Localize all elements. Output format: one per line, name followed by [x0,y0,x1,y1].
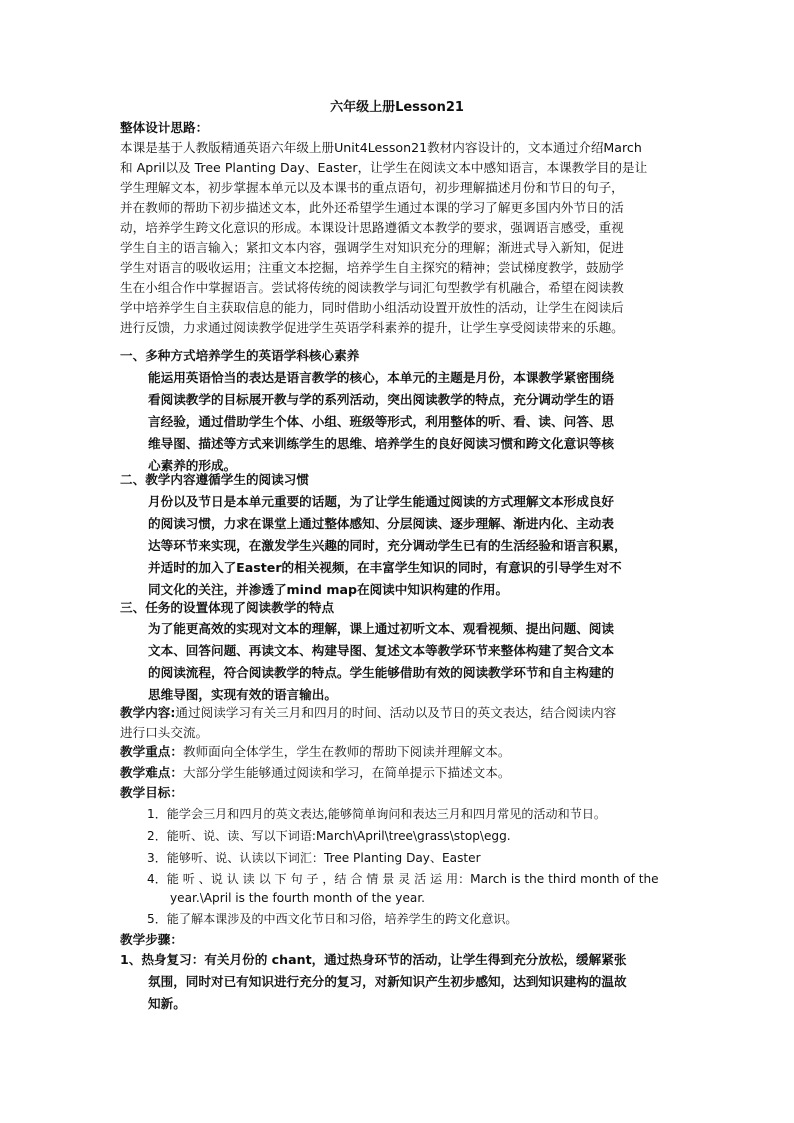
step-1-line: 氛围，同时对已有知识进行充分的复习，对新知识产生初步感知，达到知识建构的温故 [148,974,627,989]
section-2-line: 同文化的关注，并渗透了mind map在阅读中知识构建的作用。 [148,582,509,597]
overall-line: 本课是基于人教版精通英语六年级上册Unit4Lesson21教材内容设计的，文本通过介绍March [120,140,642,155]
section-1-line: 看阅读教学的目标展开教与学的系列活动，突出阅读教学的特点，充分调动学生的语 [148,392,614,407]
goal-item: 2．能听、说、读、写以下词语:March\April\tree\grass\stop\egg. [147,829,511,843]
difficulties-text: 大部分学生能够通过阅读和学习，在简单提示下描述文本。 [182,765,511,780]
goal-item: 5．能了解本课涉及的中西文化节日和习俗，培养学生的跨文化意识。 [147,912,518,926]
section-1-heading: 一、多种方式培养学生的英语学科核心素养 [120,348,360,363]
section-2-line: 月份以及节日是本单元重要的话题，为了让学生能通过阅读的方式理解文本形成良好 [148,494,614,509]
section-1-line: 能运用英语恰当的表达是语言教学的核心，本单元的主题是月份，本课教学紧密围绕 [148,370,614,385]
overall-line: 学生对语言的吸收运用；注重文本挖掘，培养学生自主探究的精神；尝试梯度教学，鼓励学 [120,260,624,275]
teaching-difficulties [120,763,510,783]
section-3-line: 的阅读流程，符合阅读教学的特点。学生能够借助有效的阅读教学环节和自主构建的 [148,665,614,680]
overall-line: 动，培养学生跨文化意识的形成。本课设计思路遵循文本教学的要求，强调语言感受，重视 [120,220,624,235]
goal-item: 4．能 听 、说 认 读 以 下 句 子 ，结 合 情 景 灵 活 运 用：March is the third month of the [147,872,659,886]
section-1-line: 心素养的形成。 [148,458,237,473]
difficulties-label: 教学难点： [120,765,183,780]
key-points-text: 教师面向全体学生，学生在教师的帮助下阅读并理解文本。 [182,744,511,759]
teaching-key-points [120,742,510,762]
goal-item: 3．能够听、说、认读以下词汇：Tree Planting Day、Easter [147,851,481,865]
section-3-heading: 三、任务的设置体现了阅读教学的特点 [120,600,335,615]
section-2-line: 并适时的加入了Easter的相关视频，在丰富学生知识的同时，有意识的引导学生对不 [148,560,622,575]
section-3-line: 为了能更高效的实现对文本的理解，课上通过初听文本、观看视频、提出问题、阅读 [148,621,614,636]
teaching-content [120,703,616,723]
section-2-line: 的阅读习惯，力求在课堂上通过整体感知、分层阅读、逐步理解、渐进内化、主动表 [148,516,614,531]
section-2-line: 达等环节来实现，在激发学生兴趣的同时，充分调动学生已有的生活经验和语言积累， [148,538,627,553]
teaching-content-line: 进行口头交流。 [120,725,209,740]
teaching-content-label: 教学内容: [120,705,176,720]
overall-line: 和 April以及 Tree Planting Day、Easter，让学生在阅读文本中感知语言，本课教学目的是让 [120,160,648,175]
step-1-line: 1、热身复习：有关月份的 chant，通过热身环节的活动，让学生得到充分放松，缓解紧张 [120,952,627,967]
overall-line: 学生自主的语言输入；紧扣文本内容，强调学生对知识充分的理解；渐进式导入新知，促进 [120,240,624,255]
section-1-line: 言经验，通过借助学生个体、小组、班级等形式，利用整体的听、看、读、问答、思 [148,414,614,429]
section-3-line: 文本、回答问题、再读文本、构建导图、复述文本等教学环节来整体构建了契合文本 [148,643,614,658]
section-3-line: 思维导图，实现有效的语言输出。 [148,687,337,702]
goal-item: 1．能学会三月和四月的英文表达,能够简单询问和表达三月和四月常见的活动和节日。 [147,807,607,821]
step-1-line: 知新。 [148,996,186,1011]
document-title: 六年级上册Lesson21 [330,100,464,115]
overall-heading: 整体设计思路： [120,120,209,135]
overall-line: 学中培养学生自主获取信息的能力，同时借助小组活动设置开放性的活动，让学生在阅读后 [120,300,624,315]
goal-item-continued: year.\April is the fourth month of the year. [170,891,426,905]
key-points-label: 教学重点： [120,744,183,759]
overall-line: 进行反馈，力求通过阅读教学促进学生英语学科素养的提升，让学生享受阅读带来的乐趣。 [120,320,624,335]
section-2-heading: 二、教学内容遵循学生的阅读习惯 [120,472,309,487]
teaching-content-text: 通过阅读学习有关三月和四月的时间、活动以及节日的英文表达，结合阅读内容 [175,705,617,720]
steps-heading: 教学步骤： [120,932,183,947]
section-1-line: 维导图、描述等方式来训练学生的思维、培养学生的良好阅读习惯和跨文化意识等核 [148,436,614,451]
overall-line: 生在小组合作中掌握语言。尝试将传统的阅读教学与词汇句型教学有机融合，希望在阅读教 [120,280,624,295]
goals-heading: 教学目标： [120,785,183,800]
overall-line: 并在教师的帮助下初步描述文本，此外还希望学生通过本课的学习了解更多国内外节日的活 [120,200,624,215]
overall-line: 学生理解文本，初步掌握本单元以及本课书的重点语句，初步理解描述月份和节日的句子， [120,180,624,195]
